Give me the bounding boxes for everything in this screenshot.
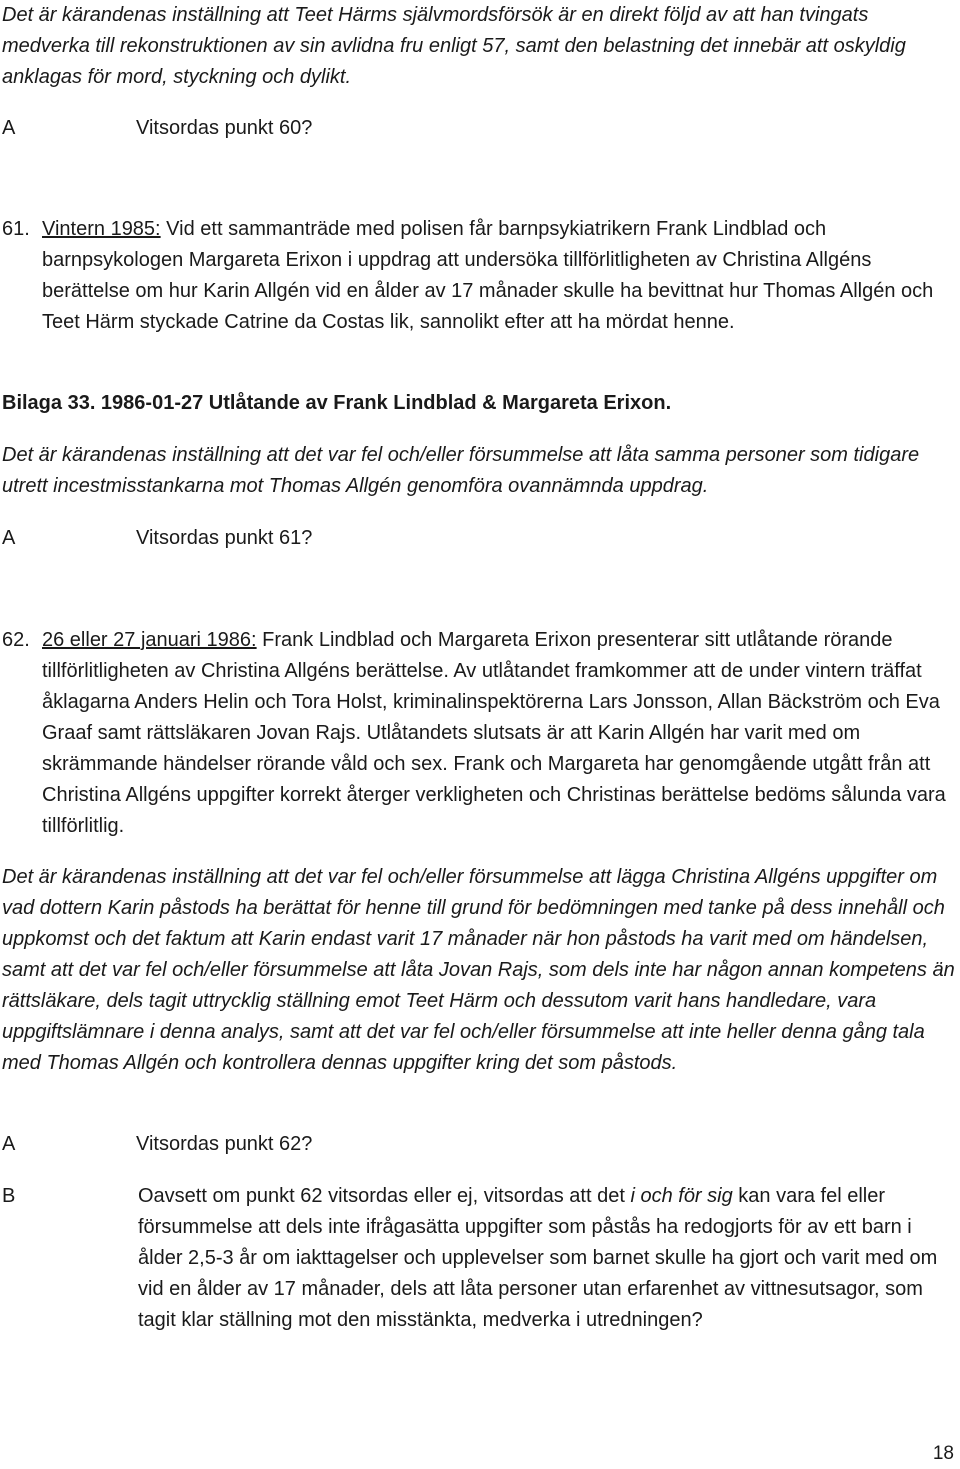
paragraph-intro: Det är kärandenas inställning att Teet Härms självmordsförsök är en direkt följd av att han tvingats medverka till rekonstruktionen av sin avlidna fru enligt 57, samt den belastning det innebär att oskyldig anklagas för mord, styckning och dylikt. [2, 4, 906, 88]
b-item-letter: B [2, 1185, 16, 1207]
item-62-number: 62. [2, 629, 30, 651]
b-item-text-before: Oavsett om punkt 62 vitsordas eller ej, vitsordas att det [138, 1185, 631, 1207]
vitsord-61-letter: A [2, 527, 16, 549]
page-number: 18 [932, 1443, 954, 1464]
vitsord-61-text: Vitsordas punkt 61? [136, 527, 313, 549]
item-62-date: 26 eller 27 januari 1986: [42, 629, 257, 651]
paragraph-62: Det är kärandenas inställning att det var fel och/eller försummelse att lägga Christina Allgéns uppgifter om vad dottern Karin påstods ha berättat för henne till grund för bedömningen med tanke på dess innehåll och uppkomst och det faktum att Karin endast varit 17 månader när hon påstods ha varit med om händelsen, samt att det var fel och/eller försummelse att låta Jovan Rajs, som dels inte har någon annan kompetens än rättsläkare, dels tagit uttrycklig ställning emot Teet Härm och dessutom varit hans handledare, vara uppgiftslämnare i denna analys, samt att det var fel och/eller försummelse att inte heller denna gång tala med Thomas Allgén och kontrollera dennas uppgifter kring det som påstods. [2, 866, 955, 1074]
vitsord-60-text: Vitsordas punkt 60? [136, 117, 313, 139]
item-62-body [42, 625, 960, 842]
b-item-body [138, 1181, 958, 1336]
item-61-number: 61. [2, 218, 30, 240]
vitsord-62-text: Vitsordas punkt 62? [136, 1133, 313, 1155]
item-61-date: Vintern 1985: [42, 218, 161, 240]
vitsord-62-letter: A [2, 1133, 16, 1155]
item-62-text: Frank Lindblad och Margareta Erixon presenterar sitt utlåtande rörande tillförlitligheten av Christina Allgéns berättelse. Av utlåtandet framkommer att de under vintern träffat åklagarna Anders Helin och Tora Holst, kriminalinspektörerna Lars Jonsson, Allan Bäckström och Eva Graaf samt rättsläkaren Jovan Rajs. Utlåtandets slutsats är att Karin Allgén har varit med om skrämmande händelser rörande våld och sex. Frank och Margareta har genomgående utgått från att Christina Allgéns uppgifter korrekt återger verkligheten och Christinas berättelse bedöms sålunda vara tillförlitlig. [42, 629, 946, 837]
b-item-text-after: kan vara fel eller försummelse att dels inte ifrågasätta uppgifter som påstås ha redogjorts för av ett barn i ålder 2,5-3 år om iakttagelser och upplevelser som barnet skulle ha gjort och varit med om vid en ålder av 17 månader, dels att låta personer utan erfarenhet av vittnesutsagor, som tagit klar ställning mot den misstänkta, medverka i utredningen? [138, 1185, 938, 1331]
item-61-body [42, 214, 960, 338]
item-61-text: Vid ett sammanträde med polisen får barnpsykiatrikern Frank Lindblad och barnpsykologen Margareta Erixon i uppdrag att undersöka tillförlitligheten av Christina Allgéns berättelse om hur Karin Allgén vid en ålder av 17 månader skulle ha bevittnat hur Thomas Allgén och Teet Härm styckade Catrine da Costas lik, sannolikt efter att ha mördat henne. [42, 218, 934, 333]
bilaga-reference: Bilaga 33. 1986-01-27 Utlåtande av Frank Lindblad & Margareta Erixon. [2, 392, 672, 414]
vitsord-60-letter: A [2, 117, 16, 139]
paragraph-61: Det är kärandenas inställning att det var fel och/eller försummelse att låta samma personer som tidigare utrett incestmisstankarna mot Thomas Allgén genomföra ovannämnda uppdrag. [2, 444, 920, 497]
b-item-text-italic: i och för sig [630, 1185, 733, 1207]
